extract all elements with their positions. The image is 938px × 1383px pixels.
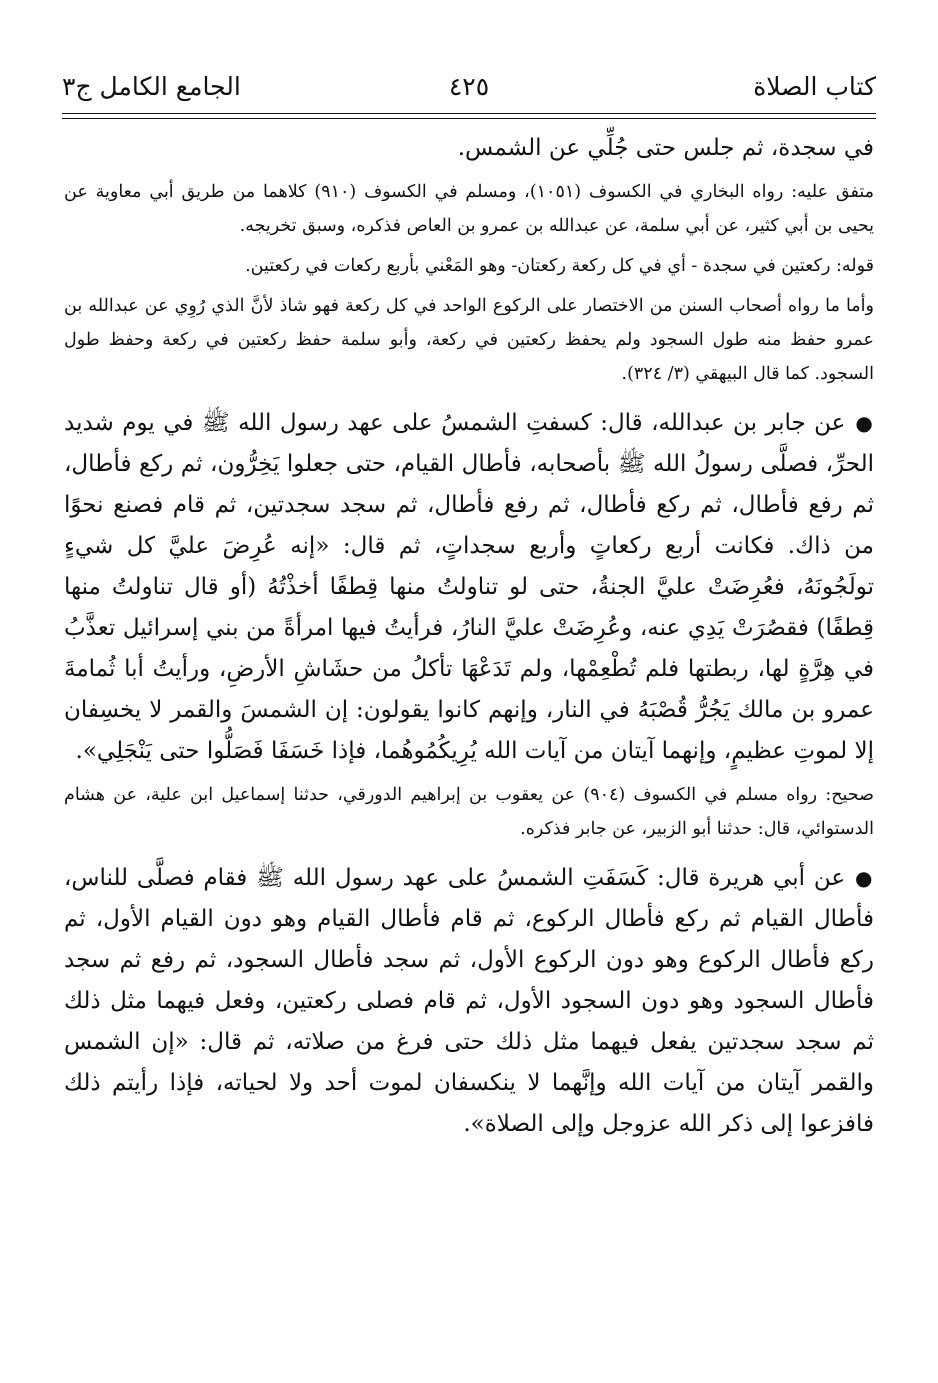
explanation-note: قوله: ركعتين في سجدة - أي في كل ركعة ركعتان- وهو المَعْني بأربع ركعات في ركعتين. xyxy=(245,256,874,276)
page-header xyxy=(62,62,876,114)
bullet-marker: ● xyxy=(855,411,875,435)
hadith-jabir: ●عن جابر بن عبدالله، قال: كسفتِ الشمسُ على عهد رسول الله ﷺ في يوم شديد الحرِّ، فصلَّى رسولُ الله ﷺ بأصحابه، فأطال القيام، حتى جعلوا يَخِرُّون، ثم ركع فأطال، ثم رفع فأطال، ثم ركع فأطال، ثم رفع فأطال، ثم سجد سجدتين، ثم قام فصنع نحوًا من ذاك. فكانت أربع ركعاتٍ وأربع سجداتٍ، ثم قال: «إنه عُرِضَ عليَّ كل شيءٍ تولَجُونَهُ، فعُرِضَتْ عليَّ الجنةُ، حتى لو تناولتُ منها قِطفًا أخذْتُهُ (أو قال تناولتُ منها قِطفًا) فقصُرَتْ يَدِي عنه، وعُرِضَتْ عليَّ النارُ، فرأيتُ فيها امرأةً من بني إسرائيل تعذَّبُ في هِرَّةٍ لها، ربطتها فلم تُطْعِمْها، ولم تَدَعْهَا تأكلُ من حشَاشِ الأرضِ، ورأيتُ أبا ثُمامةَ عمرو بن مالك يَجُرُّ قُصْبَهُ في النار، وإنهم كانوا يقولون: إن الشمسَ والقمر لا يخسِفان إلا لموتِ عظيمٍ، وإنهما آيتان من آيات الله يُرِيكُمُوهُما، فإذا خَسَفَا فَصَلُّوا حتى يَنْجَلِي». xyxy=(64,410,875,764)
takhrij-note-jabir: صحيح: رواه مسلم في الكسوف (٩٠٤) عن يعقوب بن إبراهيم الدورقي، حدثنا إسماعيل ابن علية، عن هشام الدستوائي، قال: حدثنا أبو الزبير، عن جابر فذكره. xyxy=(64,785,874,839)
book-title: الجامع الكامل ج٣ xyxy=(62,72,241,101)
hadith-abu-hurayra: ●عن أبي هريرة قال: كَسَفَتِ الشمسُ على عهد رسول الله ﷺ فقام فصلَّى للناس، فأطال القيام ثم ركع فأطال الركوع، ثم قام فأطال القيام وهو دون القيام الأول، ثم ركع فأطال الركوع وهو دون الركوع الأول، ثم سجد فأطال السجود، ثم رفع ثم سجد فأطال السجود وهو دون السجود الأول، ثم قام فصلى ركعتين، وفعل فيهما مثل ذلك ثم سجد سجدتين يفعل فيهما مثل ذلك حتى فرغ من صلاته، ثم قال: «إن الشمس والقمر آيتان من آيات الله وإنَّهما لا ينكسفان لموت أحد ولا لحياته، فإذا رأيتم ذلك فافزعوا إلى ذكر الله عزوجل وإلى الصلاة». xyxy=(64,865,874,1137)
commentary-note: وأما ما رواه أصحاب السنن من الاختصار على الركوع الواحد في كل ركعة فهو شاذ لأنَّ الذي رُوِي عن عبدالله بن عمرو حفظ منه طول السجود ولم يحفظ ركعتين في ركعة، وأبو سلمة حفظ ركعتين في ركعة وحفظ طول السجود. كما قال البيهقي (٣/ ٣٢٤). xyxy=(64,296,874,384)
header-rule-bottom xyxy=(62,118,876,119)
chapter-title: كتاب الصلاة xyxy=(753,72,876,101)
header-rule-top xyxy=(62,113,876,114)
page-body xyxy=(64,128,874,1145)
page-number: ٤٢٥ xyxy=(448,72,490,101)
hadith-continuation: في سجدة، ثم جلس حتى جُلِّي عن الشمس. xyxy=(457,135,874,161)
bullet-marker: ● xyxy=(855,866,874,890)
takhrij-note: متفق عليه: رواه البخاري في الكسوف (١٠٥١)، ومسلم في الكسوف (٩١٠) كلاهما من طريق أبي معاوية عن يحيى بن أبي كثير، عن أبي سلمة، عن عبدالله بن عمرو بن العاص فذكره، وسبق تخريجه. xyxy=(64,182,874,236)
